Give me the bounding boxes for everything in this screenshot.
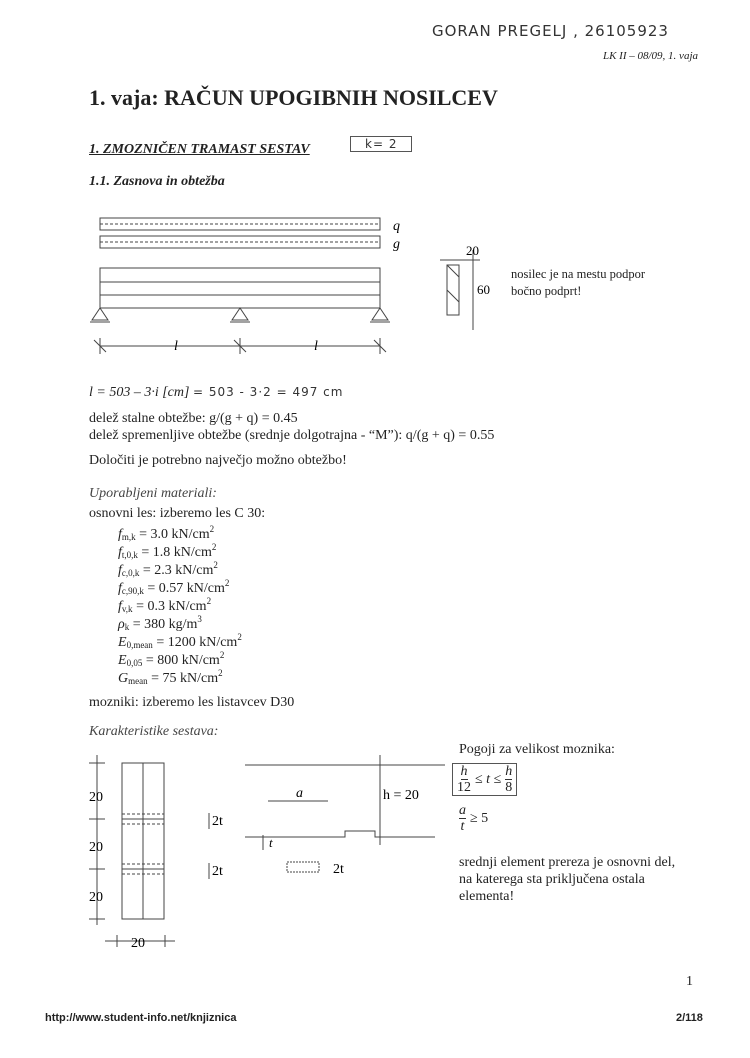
load-q-label: q <box>393 219 400 234</box>
symbol: f <box>118 581 122 596</box>
frac-num: a <box>459 803 466 818</box>
length-formula-text: l = 503 – 3·i [cm] <box>89 385 190 400</box>
frac-den: 12 <box>457 780 471 795</box>
handwritten-box: k= 2 <box>350 136 412 152</box>
gap-label-2: 2t <box>212 864 223 879</box>
value: = 3.0 kN/cm <box>135 527 210 542</box>
beam-diagram <box>90 210 530 360</box>
note-line: elementa! <box>459 889 515 904</box>
inequality: ≤ t ≤ <box>475 771 502 787</box>
section-heading: 1. ZMOZNIČEN TRAMAST SESTAV <box>89 142 310 157</box>
symbol: ρ <box>118 617 125 632</box>
symbol: f <box>118 599 122 614</box>
frac-den: 8 <box>505 780 513 795</box>
note-line: srednji element prereza je osnovni del, <box>459 855 676 870</box>
frac-num: h <box>460 764 468 779</box>
share-permanent: delež stalne obtežbe: g/(g + q) = 0.45 <box>89 411 298 426</box>
symbol: E <box>118 635 127 650</box>
span-label-2: l <box>314 339 318 354</box>
share-variable: delež spremenljive obtežbe (srednje dolgotrajna - “M”): q/(g + q) = 0.55 <box>89 428 495 443</box>
cross-section-diagram <box>85 755 445 960</box>
exponent: 3 <box>197 614 202 624</box>
footer-page: 2/118 <box>676 1012 703 1024</box>
subscript: m,k <box>121 532 136 542</box>
material-property <box>118 544 242 562</box>
exponent: 2 <box>219 650 225 660</box>
value: = 800 kN/cm <box>142 653 220 668</box>
subscript: v,k <box>121 604 133 614</box>
dowels-text: mozniki: izberemo les listavcev D30 <box>89 695 295 710</box>
subscript: c,0,k <box>121 568 140 578</box>
exponent: 2 <box>218 668 223 678</box>
length-handwritten: = 503 - 3·2 = 497 cm <box>192 385 344 399</box>
materials-heading: Uporabljeni materiali: <box>89 486 217 501</box>
symbol: E <box>118 653 127 668</box>
value: = 1.8 kN/cm <box>137 545 212 560</box>
dim-top: 20 <box>89 790 103 805</box>
note-line: na katerega sta priključena ostala <box>459 872 645 887</box>
header-reference: LK II – 08/09, 1. vaja <box>602 50 698 62</box>
middle-element-note <box>459 854 675 905</box>
symbol: G <box>118 671 129 686</box>
subscript: 0,05 <box>126 658 143 668</box>
subscript: t,0,k <box>121 550 138 560</box>
support-icons <box>92 308 388 320</box>
exponent: 2 <box>213 560 218 570</box>
frac-den: t <box>460 819 465 834</box>
exponent: 2 <box>206 596 212 606</box>
load-g-label: g <box>393 237 400 252</box>
symbol: f <box>118 527 122 542</box>
page-mark: 1 <box>686 974 693 989</box>
fraction-h8 <box>505 764 512 795</box>
exponent: 2 <box>209 524 215 534</box>
subscript: c,90,k <box>121 586 144 596</box>
page-title: 1. vaja: RAČUN UPOGIBNIH NOSILCEV <box>89 85 498 110</box>
value: = 0.57 kN/cm <box>143 581 225 596</box>
fraction-h12 <box>457 764 471 795</box>
section-width-label: 20 <box>466 243 479 258</box>
beam <box>100 268 380 308</box>
ge5: ≥ 5 <box>470 810 489 826</box>
task-text: Določiti je potrebno največjo možno obtežbo! <box>89 453 347 468</box>
subscript: 0,mean <box>126 640 153 650</box>
symbol: f <box>118 563 122 578</box>
frac-num: h <box>505 764 513 779</box>
height-label: h = 20 <box>383 788 419 803</box>
symbol: f <box>118 545 122 560</box>
support-note <box>511 266 645 300</box>
condition-box <box>452 763 517 796</box>
value: = 75 kN/cm <box>147 671 219 686</box>
section-height-label: 60 <box>477 282 490 297</box>
characteristics-heading: Karakteristike sestava: <box>89 724 219 739</box>
fraction-a-t <box>459 803 466 834</box>
dowel-t-label: t <box>269 835 273 850</box>
materials-list <box>118 526 242 688</box>
span-label-1: l <box>174 339 178 354</box>
material-property <box>118 598 242 616</box>
material-property <box>118 562 242 580</box>
material-property <box>118 652 242 670</box>
material-property <box>118 526 242 544</box>
value: = 0.3 kN/cm <box>132 599 207 614</box>
handwritten-name: GORAN PREGELJ , 26105923 <box>432 22 669 40</box>
length-formula <box>89 385 343 401</box>
footer-url[interactable]: http://www.student-info.net/knjiznica <box>45 1012 237 1024</box>
material-property <box>118 580 242 598</box>
base-wood: osnovni les: izberemo les C 30: <box>89 506 266 521</box>
gap-label-1: 2t <box>212 814 223 829</box>
dowel-a-label: a <box>296 786 303 801</box>
exponent: 2 <box>224 578 230 588</box>
value: = 380 kg/m <box>129 617 198 632</box>
conditions-heading: Pogoji za velikost moznika: <box>459 742 615 757</box>
dim-middle: 20 <box>89 840 103 855</box>
value: = 2.3 kN/cm <box>139 563 214 578</box>
support-note-line2: bočno podprt! <box>511 284 582 298</box>
dim-bottom: 20 <box>89 890 103 905</box>
support-note-line1: nosilec je na mestu podpor <box>511 267 645 281</box>
dowel-2t-label: 2t <box>333 862 344 877</box>
material-property <box>118 670 242 688</box>
exponent: 2 <box>211 542 217 552</box>
condition-a-t <box>459 803 488 834</box>
value: = 1200 kN/cm <box>152 635 238 650</box>
subscript: k <box>124 622 130 632</box>
subsection-heading: 1.1. Zasnova in obtežba <box>89 174 225 189</box>
exponent: 2 <box>237 632 242 642</box>
material-property <box>118 616 242 634</box>
subscript: mean <box>128 676 148 686</box>
dim-width: 20 <box>131 936 145 951</box>
